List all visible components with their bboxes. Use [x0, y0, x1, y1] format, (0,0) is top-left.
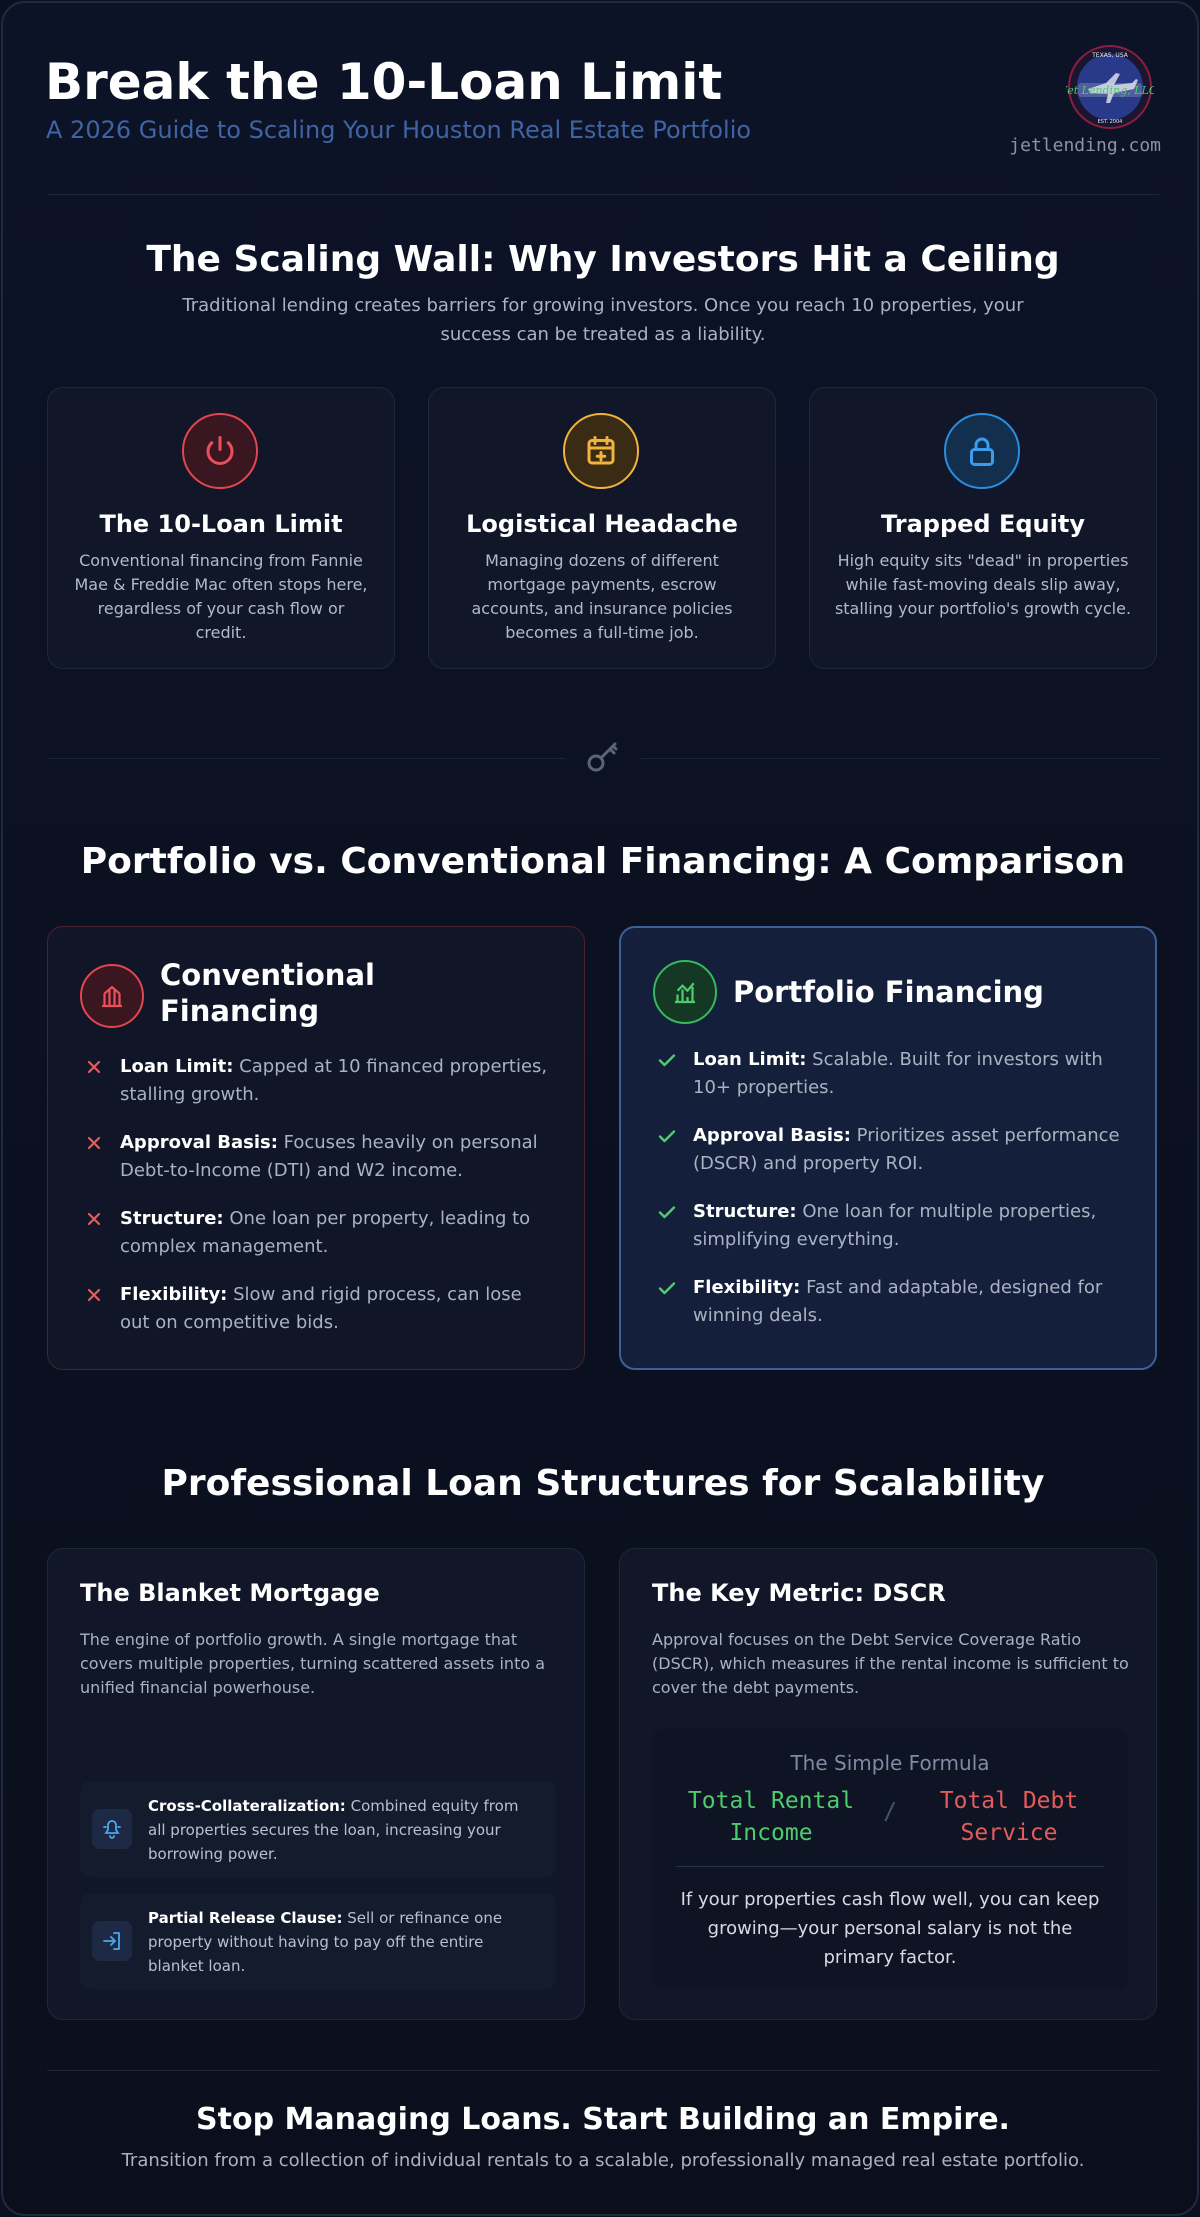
dscr-desc: Approval focuses on the Debt Service Coverage Ratio (DSCR), which measures if the rental income is sufficient to cover the debt payments. — [652, 1630, 1129, 1697]
x-icon — [82, 1055, 106, 1079]
item-label: Approval Basis: — [120, 1132, 278, 1153]
item-label: Loan Limit: — [120, 1056, 234, 1077]
formula-numerator: Total Rental Income — [687, 1788, 855, 1846]
conventional-financing-card — [47, 926, 585, 1370]
cta-heading: Stop Managing Loans. Start Building an Empire. — [196, 2102, 1010, 2137]
feature-label: Partial Release Clause: — [148, 1909, 343, 1927]
scaling-wall-heading: The Scaling Wall: Why Investors Hit a Ceiling — [146, 239, 1060, 280]
release-icon — [92, 1921, 132, 1961]
check-icon — [655, 1276, 679, 1300]
page-subtitle: A 2026 Guide to Scaling Your Houston Real Estate Portfolio — [46, 116, 752, 144]
portfolio-title: Portfolio Financing — [733, 975, 1044, 1009]
problem-card-title: The 10-Loan Limit — [99, 510, 343, 538]
formula-label: The Simple Formula — [790, 1751, 990, 1775]
blanket-title: The Blanket Mortgage — [80, 1579, 380, 1607]
problem-card-loan-limit — [47, 387, 395, 669]
blanket-mortgage-card — [47, 1548, 585, 2020]
item-text: Focuses heavily on personal Debt-to-Income (DTI) and W2 income. — [120, 1132, 538, 1181]
power-icon — [182, 413, 258, 489]
formula-divider — [676, 1866, 1104, 1867]
section-divider-left — [47, 758, 565, 759]
header-divider — [47, 194, 1159, 195]
dscr-card — [619, 1548, 1157, 2020]
svg-text:EST. 2004: EST. 2004 — [1097, 119, 1123, 125]
x-icon — [82, 1207, 106, 1231]
website-link[interactable]: jetlending.com — [1009, 135, 1161, 156]
item-text: Slow and rigid process, can lose out on competitive bids. — [120, 1284, 522, 1333]
problem-card-title: Logistical Headache — [466, 510, 738, 538]
check-icon — [655, 1124, 679, 1148]
item-label: Approval Basis: — [693, 1125, 851, 1146]
svg-text:Jet Lending, LLC: Jet Lending, LLC — [1066, 84, 1154, 97]
problem-card-logistics — [428, 387, 776, 669]
dscr-formula-box — [652, 1729, 1128, 1989]
check-icon — [655, 1200, 679, 1224]
feature-text: Combined equity from all properties secures the loan, increasing your borrowing power. — [148, 1797, 519, 1863]
link-icon — [92, 1809, 132, 1849]
feature-label: Cross-Collateralization: — [148, 1797, 346, 1815]
structures-heading: Professional Loan Structures for Scalability — [161, 1463, 1045, 1504]
check-icon — [655, 1048, 679, 1072]
calendar-plus-icon — [563, 413, 639, 489]
formula-denominator: Total Debt Service — [939, 1788, 1079, 1846]
dscr-title: The Key Metric: DSCR — [652, 1579, 946, 1607]
portfolio-financing-card — [619, 926, 1157, 1370]
cta-subtext: Transition from a collection of individual rentals to a scalable, professionally managed real estate portfolio. — [121, 2150, 1085, 2171]
svg-text:TEXAS, USA: TEXAS, USA — [1092, 52, 1128, 59]
item-text: Fast and adaptable, designed for winning deals. — [693, 1277, 1103, 1326]
problem-card-title: Trapped Equity — [881, 510, 1085, 538]
problem-card-desc: Conventional financing from Fannie Mae & Freddie Mac often stops here, regardless of your cash flow or credit. — [74, 551, 368, 642]
item-text: Scalable. Built for investors with 10+ properties. — [693, 1049, 1103, 1098]
problem-card-desc: High equity sits "dead" in properties while fast-moving deals slip away, stalling your portfolio's growth cycle. — [834, 551, 1132, 618]
x-icon — [82, 1283, 106, 1307]
key-icon — [583, 736, 623, 776]
problem-card-trapped-equity — [809, 387, 1157, 669]
problem-card-desc: Managing dozens of different mortgage payments, escrow accounts, and insurance policies becomes a full-time job. — [471, 551, 733, 642]
x-icon — [82, 1131, 106, 1155]
item-text: Prioritizes asset performance (DSCR) and property ROI. — [693, 1125, 1120, 1174]
item-label: Flexibility: — [120, 1284, 228, 1305]
feature-cross-collateralization — [80, 1781, 556, 1877]
item-label: Structure: — [120, 1208, 224, 1229]
scaling-wall-lead: Traditional lending creates barriers for growing investors. Once you reach 10 properties, your success can be treated as a liability. — [182, 295, 1024, 345]
bank-icon — [80, 964, 144, 1028]
footer-divider — [47, 2070, 1159, 2071]
formula-note: If your properties cash flow well, you can keep growing—your personal salary is not the primary factor. — [680, 1889, 1100, 1968]
item-text: One loan for multiple properties, simplifying everything. — [693, 1201, 1097, 1250]
page-title: Break the 10-Loan Limit — [45, 53, 723, 111]
feature-partial-release — [80, 1893, 556, 1989]
item-label: Flexibility: — [693, 1277, 801, 1298]
chart-growth-icon — [653, 960, 717, 1024]
item-label: Loan Limit: — [693, 1049, 807, 1070]
item-text: Capped at 10 financed properties, stalling growth. — [120, 1056, 548, 1105]
lock-icon — [944, 413, 1020, 489]
section-divider-right — [641, 758, 1159, 759]
blanket-desc: The engine of portfolio growth. A single mortgage that covers multiple properties, turning scattered assets into a unified financial powerhouse. — [80, 1630, 546, 1697]
company-logo — [1066, 43, 1154, 131]
feature-text: Sell or refinance one property without having to pay off the entire blanket loan. — [148, 1909, 503, 1975]
item-label: Structure: — [693, 1201, 797, 1222]
infographic-frame — [1, 1, 1199, 2216]
formula-operator: / — [883, 1799, 897, 1825]
comparison-heading: Portfolio vs. Conventional Financing: A Comparison — [80, 841, 1126, 882]
conventional-title: Conventional Financing — [160, 958, 375, 1028]
item-text: One loan per property, leading to complex management. — [120, 1208, 531, 1257]
